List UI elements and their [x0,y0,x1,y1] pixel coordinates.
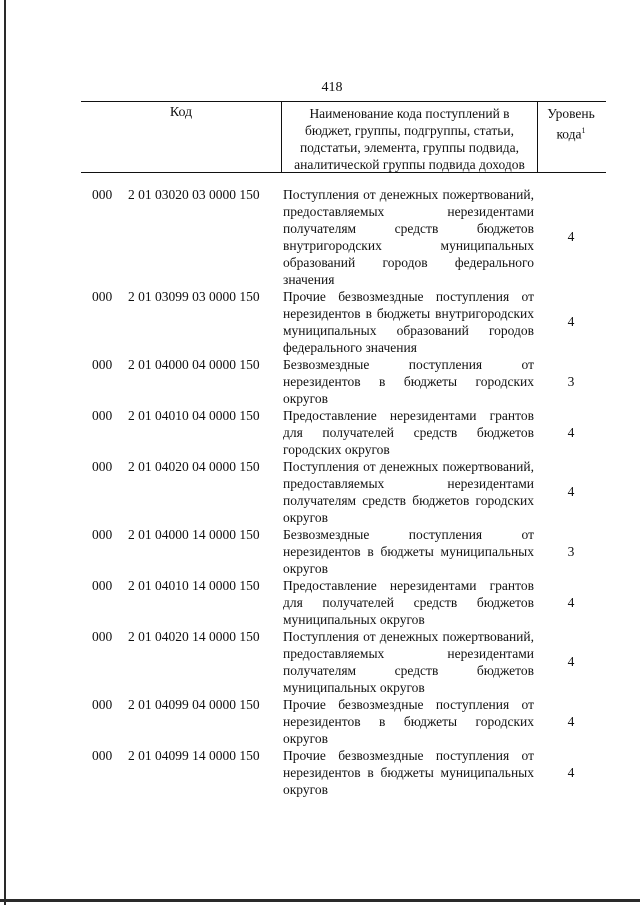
row-code: 2 01 04010 04 0000 150 [128,408,260,423]
table-row [0,288,640,356]
table-row [0,628,640,696]
header-name-line: бюджет, группы, подгруппы, статьи, [305,123,514,138]
table-body [0,186,640,798]
table-row [0,747,640,798]
row-code: 2 01 04020 04 0000 150 [128,459,260,474]
row-prefix: 000 [92,289,113,304]
header-name-line: аналитической группы подвида доходов [294,157,525,172]
row-name: Прочие безвозмездные поступления от нерезидентов в бюджеты муниципальных округов [283,748,534,797]
row-code: 2 01 03099 03 0000 150 [128,289,260,304]
table-row [0,407,640,458]
row-level: 4 [567,484,575,499]
header-level [537,105,605,143]
table-row [0,458,640,526]
scan-edge-bottom [0,899,640,902]
table-row [0,526,640,577]
header-level-line: Уровень [547,106,595,121]
row-level: 4 [567,314,575,329]
row-level: 4 [567,594,575,610]
row-code: 2 01 04000 04 0000 150 [128,357,260,372]
row-code: 2 01 04099 04 0000 150 [128,697,260,712]
row-prefix: 000 [92,697,113,712]
row-prefix: 000 [92,408,113,423]
row-level: 4 [567,764,575,780]
row-name: Предоставление нерезидентами грантов для получателей средств бюджетов городских округов [283,408,534,457]
row-name: Прочие безвозмездные поступления от нерезидентов в бюджеты городских округов [283,697,534,746]
row-name: Безвозмездные поступления от нерезидентов в бюджеты муниципальных округов [283,527,534,576]
row-code: 2 01 04000 14 0000 150 [128,527,260,542]
header-level-text: кода [556,126,582,142]
table-row [0,696,640,747]
row-prefix: 000 [92,187,113,202]
row-name: Безвозмездные поступления от нерезидентов в бюджеты городских округов [283,357,534,406]
row-name: Предоставление нерезидентами грантов для получателей средств бюджетов муниципальных округов [283,578,534,627]
header-level-line [537,122,605,143]
table-row [0,577,640,628]
row-prefix: 000 [92,527,113,542]
header-name-line: Наименование кода поступлений в [309,106,510,121]
row-prefix: 000 [92,748,113,763]
row-code: 2 01 03020 03 0000 150 [128,187,260,202]
row-level: 4 [567,424,575,440]
row-name: Прочие безвозмездные поступления от нерезидентов в бюджеты внутригородских муниципальных образований городов федерального значения [283,289,534,355]
row-code: 2 01 04099 14 0000 150 [128,748,260,763]
row-level: 4 [567,713,575,729]
row-level: 3 [567,373,575,389]
row-name: Поступления от денежных пожертвований, предоставляемых нерезидентами получателям средств бюджетов муниципальных округов [283,629,534,695]
page-number: 418 [321,80,343,95]
row-prefix: 000 [92,459,113,474]
table-row [0,186,640,288]
row-prefix: 000 [92,357,113,372]
header-name [282,105,537,173]
row-name: Поступления от денежных пожертвований, предоставляемых нерезидентами получателям средств бюджетов внутригородских муниципальных образований городов федерального значения [283,187,534,287]
table-row [0,356,640,407]
row-level: 4 [567,229,575,244]
row-prefix: 000 [92,578,113,593]
row-level: 3 [567,543,575,559]
row-code: 2 01 04010 14 0000 150 [128,578,260,593]
footnote-marker: 1 [581,126,586,135]
table-header [81,101,606,173]
header-kod: Код [169,105,193,120]
row-name: Поступления от денежных пожертвований, предоставляемых нерезидентами получателям средств бюджетов городских округов [283,459,534,525]
header-name-line: подстатьи, элемента, группы подвида, [299,140,520,155]
row-level: 4 [567,654,575,669]
row-code: 2 01 04020 14 0000 150 [128,629,260,644]
row-prefix: 000 [92,629,113,644]
